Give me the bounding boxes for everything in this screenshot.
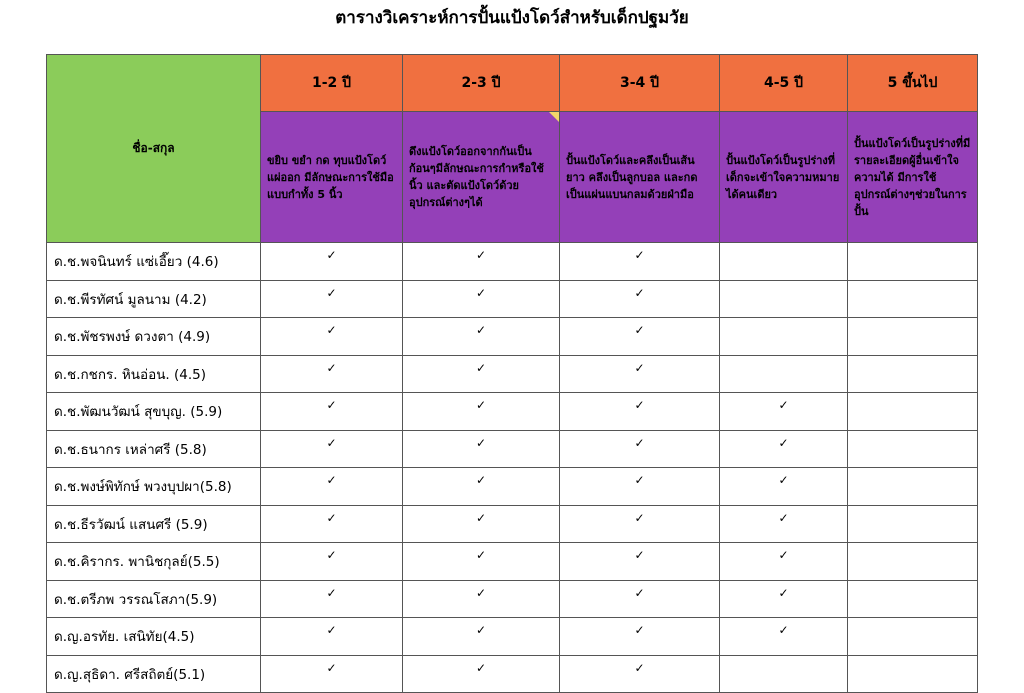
check-cell[interactable] (403, 580, 560, 618)
check-mark-icon: ✓ (475, 548, 487, 562)
check-cell[interactable] (848, 543, 978, 581)
check-mark-icon: ✓ (634, 548, 645, 562)
check-cell[interactable] (403, 655, 560, 693)
student-name[interactable]: ด.ช.ตรีภพ วรรณโสภา(5.9) (47, 580, 261, 618)
check-cell[interactable] (720, 430, 848, 468)
check-cell[interactable] (261, 280, 403, 318)
student-name[interactable]: ด.ช.คิรากร. พานิชกุลย์(5.5) (47, 543, 261, 581)
check-cell[interactable] (403, 243, 560, 281)
check-mark-icon: ✓ (326, 623, 337, 637)
table-row (47, 468, 978, 506)
check-cell[interactable] (720, 318, 848, 356)
check-mark-icon: ✓ (475, 660, 487, 675)
student-name[interactable]: ด.ช.พีรทัศน์ มูลนาม (4.2) (47, 280, 261, 318)
age-header-1: 1-2 ปี (261, 55, 403, 112)
check-cell[interactable] (560, 543, 720, 581)
check-mark-icon: ✓ (326, 473, 337, 487)
check-mark-icon: ✓ (634, 435, 645, 450)
check-cell[interactable] (560, 430, 720, 468)
table-row (47, 318, 978, 356)
check-cell[interactable] (720, 580, 848, 618)
check-cell[interactable] (403, 543, 560, 581)
check-cell[interactable] (261, 505, 403, 543)
check-mark-icon: ✓ (778, 473, 789, 487)
student-name[interactable]: ด.ช.พัฒนวัฒน์ สุขบุญ. (5.9) (47, 393, 261, 431)
check-cell[interactable] (560, 355, 720, 393)
check-cell[interactable] (720, 355, 848, 393)
check-cell[interactable] (261, 318, 403, 356)
check-mark-icon: ✓ (475, 285, 487, 300)
check-cell[interactable] (261, 430, 403, 468)
check-mark-icon: ✓ (326, 285, 337, 300)
check-mark-icon: ✓ (326, 660, 337, 675)
check-cell[interactable] (403, 318, 560, 356)
check-cell[interactable] (848, 280, 978, 318)
student-name[interactable]: ด.ช.ธนากร เหล่าศรี (5.8) (47, 430, 261, 468)
table-row (47, 355, 978, 393)
check-mark-icon: ✓ (778, 585, 789, 600)
check-cell[interactable] (403, 505, 560, 543)
check-cell[interactable] (848, 243, 978, 281)
check-mark-icon: ✓ (634, 660, 645, 675)
check-cell[interactable] (261, 393, 403, 431)
student-name[interactable]: ด.ช.พงษ์พิทักษ์ พวงบุปผา(5.8) (47, 468, 261, 506)
check-cell[interactable] (403, 393, 560, 431)
table-row (47, 655, 978, 693)
check-cell[interactable] (720, 393, 848, 431)
description-5: ปั้นแป้งโดว์เป็นรูปร่างที่มีรายละเอียดผู้อื่นเข้าใจความได้ มีการใช้อุปกรณ์ต่างๆช่วยในการปั้น (848, 112, 978, 243)
check-mark-icon: ✓ (475, 398, 487, 412)
student-name[interactable]: ด.ช.ธีรวัฒน์ แสนศรี (5.9) (47, 505, 261, 543)
student-name[interactable]: ด.ญ.สุธิดา. ศรีสถิตย์(5.1) (47, 655, 261, 693)
check-mark-icon: ✓ (778, 398, 789, 412)
check-cell[interactable] (403, 468, 560, 506)
table-row (47, 543, 978, 581)
age-header-2: 2-3 ปี (403, 55, 560, 112)
check-cell[interactable] (403, 280, 560, 318)
check-cell[interactable] (720, 543, 848, 581)
check-cell[interactable] (261, 243, 403, 281)
check-mark-icon: ✓ (475, 248, 487, 262)
check-mark-icon: ✓ (326, 323, 337, 337)
check-cell[interactable] (403, 618, 560, 656)
check-mark-icon: ✓ (326, 548, 337, 562)
student-name[interactable]: ด.ช.พัชรพงษ์ ดวงตา (4.9) (47, 318, 261, 356)
check-cell[interactable] (403, 355, 560, 393)
check-cell[interactable] (560, 618, 720, 656)
check-cell[interactable] (560, 280, 720, 318)
check-mark-icon: ✓ (634, 398, 645, 412)
check-mark-icon: ✓ (475, 510, 487, 525)
check-mark-icon: ✓ (326, 248, 337, 262)
description-4: ปั้นแป้งโดว์เป็นรูปร่างที่เด็กจะเข้าใจความหมายได้คนเดียว (720, 112, 848, 243)
comment-marker-icon[interactable] (549, 112, 559, 122)
check-cell[interactable] (261, 355, 403, 393)
check-cell[interactable] (848, 468, 978, 506)
check-mark-icon: ✓ (778, 435, 789, 450)
check-cell[interactable] (848, 355, 978, 393)
table-row (47, 505, 978, 543)
check-mark-icon: ✓ (475, 585, 487, 600)
table-row (47, 618, 978, 656)
check-cell[interactable] (848, 430, 978, 468)
check-cell[interactable] (720, 655, 848, 693)
check-cell[interactable] (720, 505, 848, 543)
check-cell[interactable] (848, 655, 978, 693)
check-mark-icon: ✓ (475, 623, 487, 637)
check-cell[interactable] (403, 430, 560, 468)
check-mark-icon: ✓ (778, 510, 789, 525)
table-row (47, 243, 978, 281)
student-name[interactable]: ด.ช.พจนินทร์ แซ่เอี๊ยว (4.6) (47, 243, 261, 281)
check-cell[interactable] (261, 580, 403, 618)
check-mark-icon: ✓ (326, 398, 337, 412)
check-cell[interactable] (560, 580, 720, 618)
check-mark-icon: ✓ (778, 623, 789, 637)
check-cell[interactable] (848, 318, 978, 356)
check-cell[interactable] (720, 468, 848, 506)
check-cell[interactable] (560, 655, 720, 693)
check-mark-icon: ✓ (634, 473, 645, 487)
check-cell[interactable] (848, 580, 978, 618)
description-3: ปั้นแป้งโดว์และคลึงเป็นเส้นยาว คลึงเป็นลูกบอล และกดเป็นแผ่นแบนกลมด้วยฝ่ามือ (560, 112, 720, 243)
page-title: ตารางวิเคราะห์การปั้นแป้งโดว์สำหรับเด็กปฐมวัย (335, 8, 689, 28)
check-cell[interactable] (560, 468, 720, 506)
table-row (47, 280, 978, 318)
description-2-text: ดึงแป้งโดว์ออกจากกันเป็นก้อนๆมีลักษณะการกำหรือใช้นิ้ว และตัดแป้งโดว์ด้วยอุปกรณ์ต่างๆได้ (409, 145, 544, 209)
check-mark-icon: ✓ (475, 323, 487, 337)
check-cell[interactable] (720, 280, 848, 318)
check-cell[interactable] (720, 243, 848, 281)
check-cell[interactable] (560, 318, 720, 356)
age-header-5: 5 ขึ้นไป (848, 55, 978, 112)
check-cell[interactable] (261, 468, 403, 506)
check-cell[interactable] (720, 618, 848, 656)
check-cell[interactable] (261, 618, 403, 656)
check-cell[interactable] (848, 618, 978, 656)
student-name[interactable]: ด.ญ.อรทัย. เสนิทัย(4.5) (47, 618, 261, 656)
check-cell[interactable] (848, 393, 978, 431)
description-2 (403, 112, 560, 243)
name-column-header: ชื่อ-สกุล (47, 55, 261, 243)
check-cell[interactable] (261, 543, 403, 581)
check-mark-icon: ✓ (634, 248, 645, 262)
student-rows (47, 243, 978, 693)
table-row (47, 393, 978, 431)
table-row (47, 430, 978, 468)
check-mark-icon: ✓ (634, 323, 645, 337)
check-mark-icon: ✓ (778, 548, 789, 562)
check-mark-icon: ✓ (634, 360, 645, 375)
check-mark-icon: ✓ (634, 510, 645, 525)
check-mark-icon: ✓ (475, 435, 487, 450)
age-header-3: 3-4 ปี (560, 55, 720, 112)
check-cell[interactable] (560, 505, 720, 543)
check-mark-icon: ✓ (634, 285, 645, 300)
analysis-table (46, 54, 978, 693)
check-mark-icon: ✓ (475, 473, 487, 487)
check-cell[interactable] (848, 505, 978, 543)
check-cell[interactable] (261, 655, 403, 693)
check-mark-icon: ✓ (326, 360, 337, 375)
check-mark-icon: ✓ (326, 510, 337, 525)
table-row (47, 580, 978, 618)
check-cell[interactable] (560, 393, 720, 431)
student-name[interactable]: ด.ช.กชกร. หินอ่อน. (4.5) (47, 355, 261, 393)
check-mark-icon: ✓ (326, 435, 337, 450)
age-header-4: 4-5 ปี (720, 55, 848, 112)
check-cell[interactable] (560, 243, 720, 281)
description-1: ขยิบ ขยำ กด ทุบแป้งโดว์แผ่ออก มีลักษณะการใช้มือแบบกำทั้ง 5 นิ้ว (261, 112, 403, 243)
check-mark-icon: ✓ (326, 585, 337, 600)
check-mark-icon: ✓ (634, 623, 645, 637)
check-mark-icon: ✓ (634, 585, 645, 600)
check-mark-icon: ✓ (475, 360, 487, 375)
